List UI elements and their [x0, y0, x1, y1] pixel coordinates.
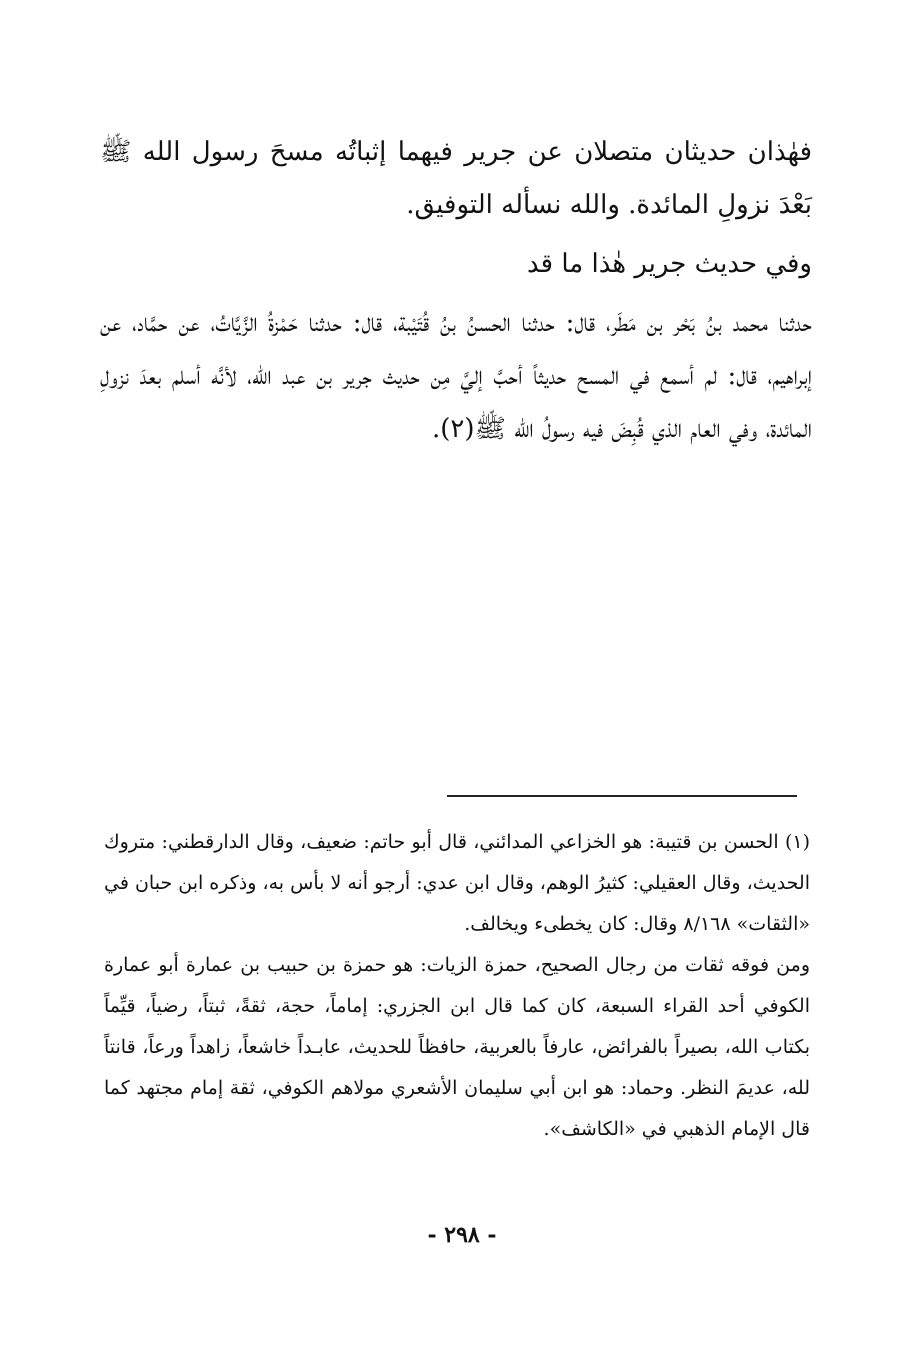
footnote-separator [447, 795, 797, 797]
footnotes [104, 822, 810, 1150]
footnote-1: (١) الحسن بن قتيبة: هو الخزاعي المدائني، قال أبو حاتم: ضعيف، وقال الدارقطني: متروك الحديث، وقال العقيلي: كثيرُ الوهم، وقال ابن عدي: أرجو أنه لا بأس به، وذكره ابن حبان في «الثقات» ٨/١٦٨ وقال: كان يخطىء ويخالف. [104, 831, 810, 935]
footnote-continuation: ومن فوقه ثقات من رجال الصحيح، حمزة الزيات: هو حمزة بن حبيب بن عمارة أبو عمارة الكوفي أحد القراء السبعة، كان كما قال ابن الجزري: إماماً، حجة، ثقةً، ثبتاً، رضياً، قيِّماً بكتاب الله، بصيراً بالفرائض، عارفاً بالعربية، حافظاً للحديث، عابـداً خاشعاً، زاهداً ورعاً، قانتاً لله، عديمَ النظر. وحماد: هو ابن أبي سليمان الأشعري مولاهم الكوفي، ثقة إمام مجتهد كما قال الإمام الذهبي في «الكاشف». [104, 954, 810, 1140]
page-number: - ٢٩٨ - [427, 1222, 497, 1248]
paragraph-2: وفي حديث جرير هٰذا ما قد [527, 249, 812, 279]
paragraph-3: حدثنا محمد بنُ بَحْر بن مَطَر، قال: حدثنا الحسنُ بنُ قُتَيْبة، قال: حدثنا حَمْزةُ الزَّيَّاتُ، عن حمَّاد، عن إبراهيم، قال: لم أسمع في المسح حديثاً أحبَّ إليَّ مِن حديث جرير بن عبد الله، لأنَّه أسلم بعدَ نزولِ المائدة، وفي العام الذي قُبِضَ فيه رسولُ الله ﷺ(٢). [100, 308, 812, 444]
main-text [100, 126, 812, 456]
paragraph-1: فهٰذان حديثان متصلان عن جرير فيهما إثباتُه مسحَ رسول الله ﷺ بَعْدَ نزولِ المائدة. والله نسأله التوفيق. [100, 137, 812, 220]
